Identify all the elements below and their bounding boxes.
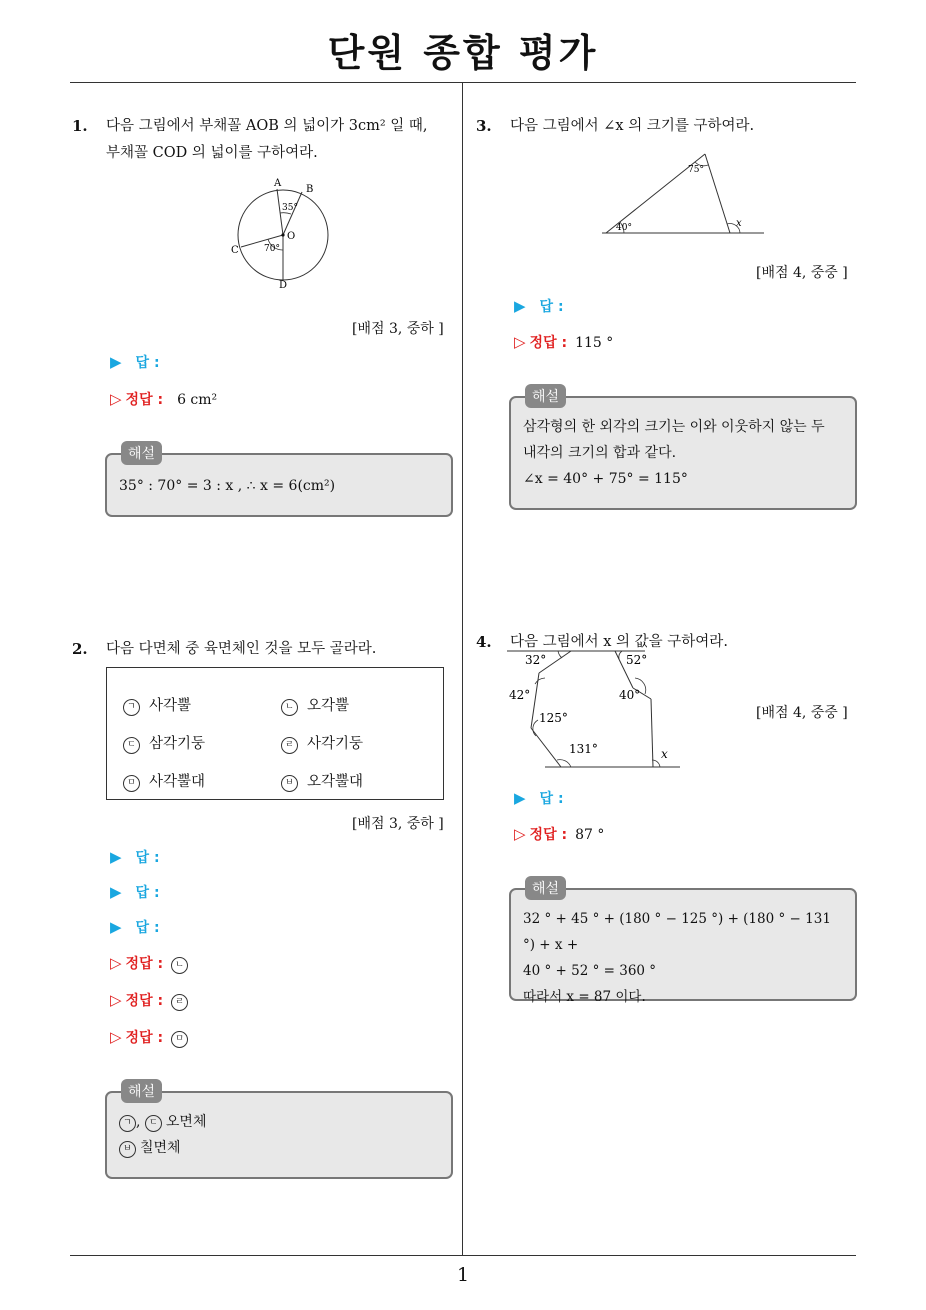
q4-answer-row[interactable] <box>514 788 564 808</box>
q2-choice-5-label: 사각뿔대 <box>149 774 206 790</box>
answer-arrow-icon: ▶ <box>514 297 526 315</box>
correct-arrow-icon: ▷ <box>514 825 526 843</box>
q2-choice-3-mark: ㄷ <box>123 737 140 754</box>
q2-answer-row-1[interactable] <box>110 847 160 867</box>
q2-number: 2. <box>72 640 88 658</box>
q4-explanation-tag: 해설 <box>525 876 566 900</box>
top-rule <box>70 82 856 83</box>
q2-text: 다음 다면체 중 육면체인 것을 모두 골라라. <box>106 641 377 657</box>
q2-answer-label-1: 답 : <box>135 850 160 866</box>
q2-expl-line2-text: 칠면체 <box>140 1140 181 1156</box>
q4-correct-value: 87 ° <box>575 827 605 843</box>
q2-explanation-line2 <box>119 1135 441 1161</box>
q2-expl-sep: , <box>136 1114 141 1130</box>
q1-label-c: C <box>231 245 239 256</box>
q1-explanation-box <box>105 446 453 517</box>
q3-explanation-line2: 내각의 크기의 합과 같다. <box>523 445 677 461</box>
answer-arrow-icon: ▶ <box>514 789 526 807</box>
q2-expl-mark-2: ㄷ <box>145 1115 162 1132</box>
q2-correct-row-3 <box>110 1027 197 1048</box>
bottom-rule <box>70 1255 856 1256</box>
q2-expl-line1-text: 오면체 <box>165 1114 207 1130</box>
q1-text-line2: 부채꼴 COD 의 넓이를 구하여라. <box>106 145 318 161</box>
q4-answer-label: 답 : <box>539 791 564 807</box>
q4-score: [배점 4, 중중 ] <box>756 705 848 721</box>
q2-choice-1 <box>123 694 191 716</box>
q4-explanation-body <box>523 906 845 1010</box>
q2-expl-mark-3: ㅂ <box>119 1141 136 1158</box>
q2-correct-value-2: ㄹ <box>171 994 188 1011</box>
q1-label-b: B <box>306 184 314 195</box>
q2-choice-6-label: 오각뿔대 <box>307 774 364 790</box>
q2-score: [배점 3, 중하 ] <box>352 816 444 832</box>
q3-answer-label: 답 : <box>539 299 564 315</box>
q1-label-d: D <box>279 280 288 290</box>
q4-explanation-box <box>509 881 857 1005</box>
q1-number: 1. <box>72 117 88 135</box>
answer-arrow-icon: ▶ <box>110 918 122 936</box>
answer-arrow-icon: ▶ <box>110 353 122 371</box>
q1-angle-35: 35° <box>282 203 298 213</box>
q2-choice-5-mark: ㅁ <box>123 775 140 792</box>
q4-correct-label: 정답 : <box>529 827 568 843</box>
q3-score: [배점 4, 중중 ] <box>756 265 848 281</box>
q1-correct-label: 정답 : <box>125 392 164 408</box>
q3-angle-x: x <box>736 218 742 229</box>
q4-correct-row <box>514 824 604 844</box>
q3-triangle-figure <box>598 150 768 240</box>
q3-explanation-body <box>523 414 845 492</box>
correct-arrow-icon: ▷ <box>110 954 122 972</box>
column-divider <box>462 83 463 1255</box>
q1-explanation-tag: 해설 <box>121 441 162 465</box>
q4-angle-32: 32° <box>525 653 547 667</box>
q2-explanation-line1 <box>119 1109 441 1135</box>
q1-text-line1: 다음 그림에서 부채꼴 AOB 의 넓이가 3cm² 일 때, <box>106 118 428 134</box>
q3-angle-75: 75° <box>688 165 704 175</box>
q2-answer-row-2[interactable] <box>110 882 160 902</box>
q3-text: 다음 그림에서 ∠x 의 크기를 구하여라. <box>510 118 755 134</box>
q1-answer-row[interactable] <box>110 352 160 372</box>
q2-choice-2 <box>281 694 349 716</box>
q2-correct-row-2 <box>110 990 197 1011</box>
q4-angle-42: 42° <box>509 688 531 702</box>
q3-explanation-box <box>509 389 857 510</box>
page-number: 1 <box>456 1264 470 1286</box>
q1-correct-value: 6 cm² <box>177 392 218 408</box>
q1-label-a: A <box>274 178 282 189</box>
q2-choice-2-mark: ㄴ <box>281 699 298 716</box>
q2-correct-label-2: 정답 : <box>125 993 164 1009</box>
q2-choice-1-mark: ㄱ <box>123 699 140 716</box>
q2-explanation-tag: 해설 <box>121 1079 162 1103</box>
q1-label-o: O <box>287 231 296 242</box>
q2-choice-4-mark: ㄹ <box>281 737 298 754</box>
q1-angle-70: 70° <box>264 244 280 254</box>
q4-polygon-figure <box>505 648 685 774</box>
correct-arrow-icon: ▷ <box>110 991 122 1009</box>
q4-explanation-line1: 32 ° + 45 ° + (180 ° − 125 °) + (180 ° − 131 °) + x + <box>523 911 831 953</box>
q2-correct-value-3: ㅁ <box>171 1031 188 1048</box>
q4-angle-40: 40° <box>619 688 641 702</box>
q4-explanation-line2: 40 ° + 52 ° = 360 ° <box>523 963 657 979</box>
q4-angle-x: x <box>661 747 668 761</box>
q2-choice-2-label: 오각뿔 <box>307 698 350 714</box>
q2-choice-6-mark: ㅂ <box>281 775 298 792</box>
q2-choices-box <box>106 667 444 800</box>
q1-explanation-body <box>119 473 441 499</box>
q2-choice-4 <box>281 732 363 754</box>
q2-choice-3 <box>123 732 205 754</box>
q2-choice-3-label: 삼각기둥 <box>149 736 206 752</box>
answer-arrow-icon: ▶ <box>110 883 122 901</box>
q1-score: [배점 3, 중하 ] <box>352 321 444 337</box>
q3-explanation-tag: 해설 <box>525 384 566 408</box>
q4-explanation-line3: 따라서 x = 87 이다. <box>523 989 646 1005</box>
q2-answer-row-3[interactable] <box>110 917 160 937</box>
q2-explanation-body <box>119 1109 441 1161</box>
q2-correct-value-1: ㄴ <box>171 957 188 974</box>
q1-answer-label: 답 : <box>135 355 160 371</box>
correct-arrow-icon: ▷ <box>514 333 526 351</box>
q2-answer-label-2: 답 : <box>135 885 160 901</box>
q3-explanation-line3: ∠x = 40° + 75° = 115° <box>523 471 688 487</box>
q3-explanation-line1: 삼각형의 한 외각의 크기는 이와 이웃하지 않는 두 <box>523 419 825 435</box>
correct-arrow-icon: ▷ <box>110 1028 122 1046</box>
q2-explanation-box <box>105 1084 453 1179</box>
q2-choice-4-label: 사각기둥 <box>307 736 364 752</box>
q2-expl-mark-1: ㄱ <box>119 1115 136 1132</box>
q3-correct-row <box>514 332 613 352</box>
page-title: 단원 종합 평가 <box>327 31 599 75</box>
q1-correct-row <box>110 389 217 409</box>
q2-choice-5 <box>123 770 205 792</box>
q4-angle-52: 52° <box>626 653 648 667</box>
q4-angle-125: 125° <box>539 711 568 725</box>
q3-answer-row[interactable] <box>514 296 564 316</box>
q1-explanation-line1: 35° : 70° = 3 : x , ∴ x = 6(cm²) <box>119 478 336 494</box>
q1-circle-figure <box>225 175 335 290</box>
q3-correct-value: 115 ° <box>575 335 614 351</box>
q2-choice-1-label: 사각뿔 <box>149 698 192 714</box>
q2-correct-label-1: 정답 : <box>125 956 164 972</box>
q3-angle-40: 40° <box>616 223 632 233</box>
q2-choice-6 <box>281 770 363 792</box>
correct-arrow-icon: ▷ <box>110 390 122 408</box>
q2-correct-label-3: 정답 : <box>125 1030 164 1046</box>
q4-angle-131: 131° <box>569 742 598 756</box>
q2-answer-label-3: 답 : <box>135 920 160 936</box>
q3-correct-label: 정답 : <box>529 335 568 351</box>
q1-text <box>106 113 456 167</box>
answer-arrow-icon: ▶ <box>110 848 122 866</box>
q3-number: 3. <box>476 117 492 135</box>
q4-number: 4. <box>476 633 492 651</box>
q2-correct-row-1 <box>110 953 197 974</box>
q4-text: 다음 그림에서 x 의 값을 구하여라. <box>510 634 728 650</box>
